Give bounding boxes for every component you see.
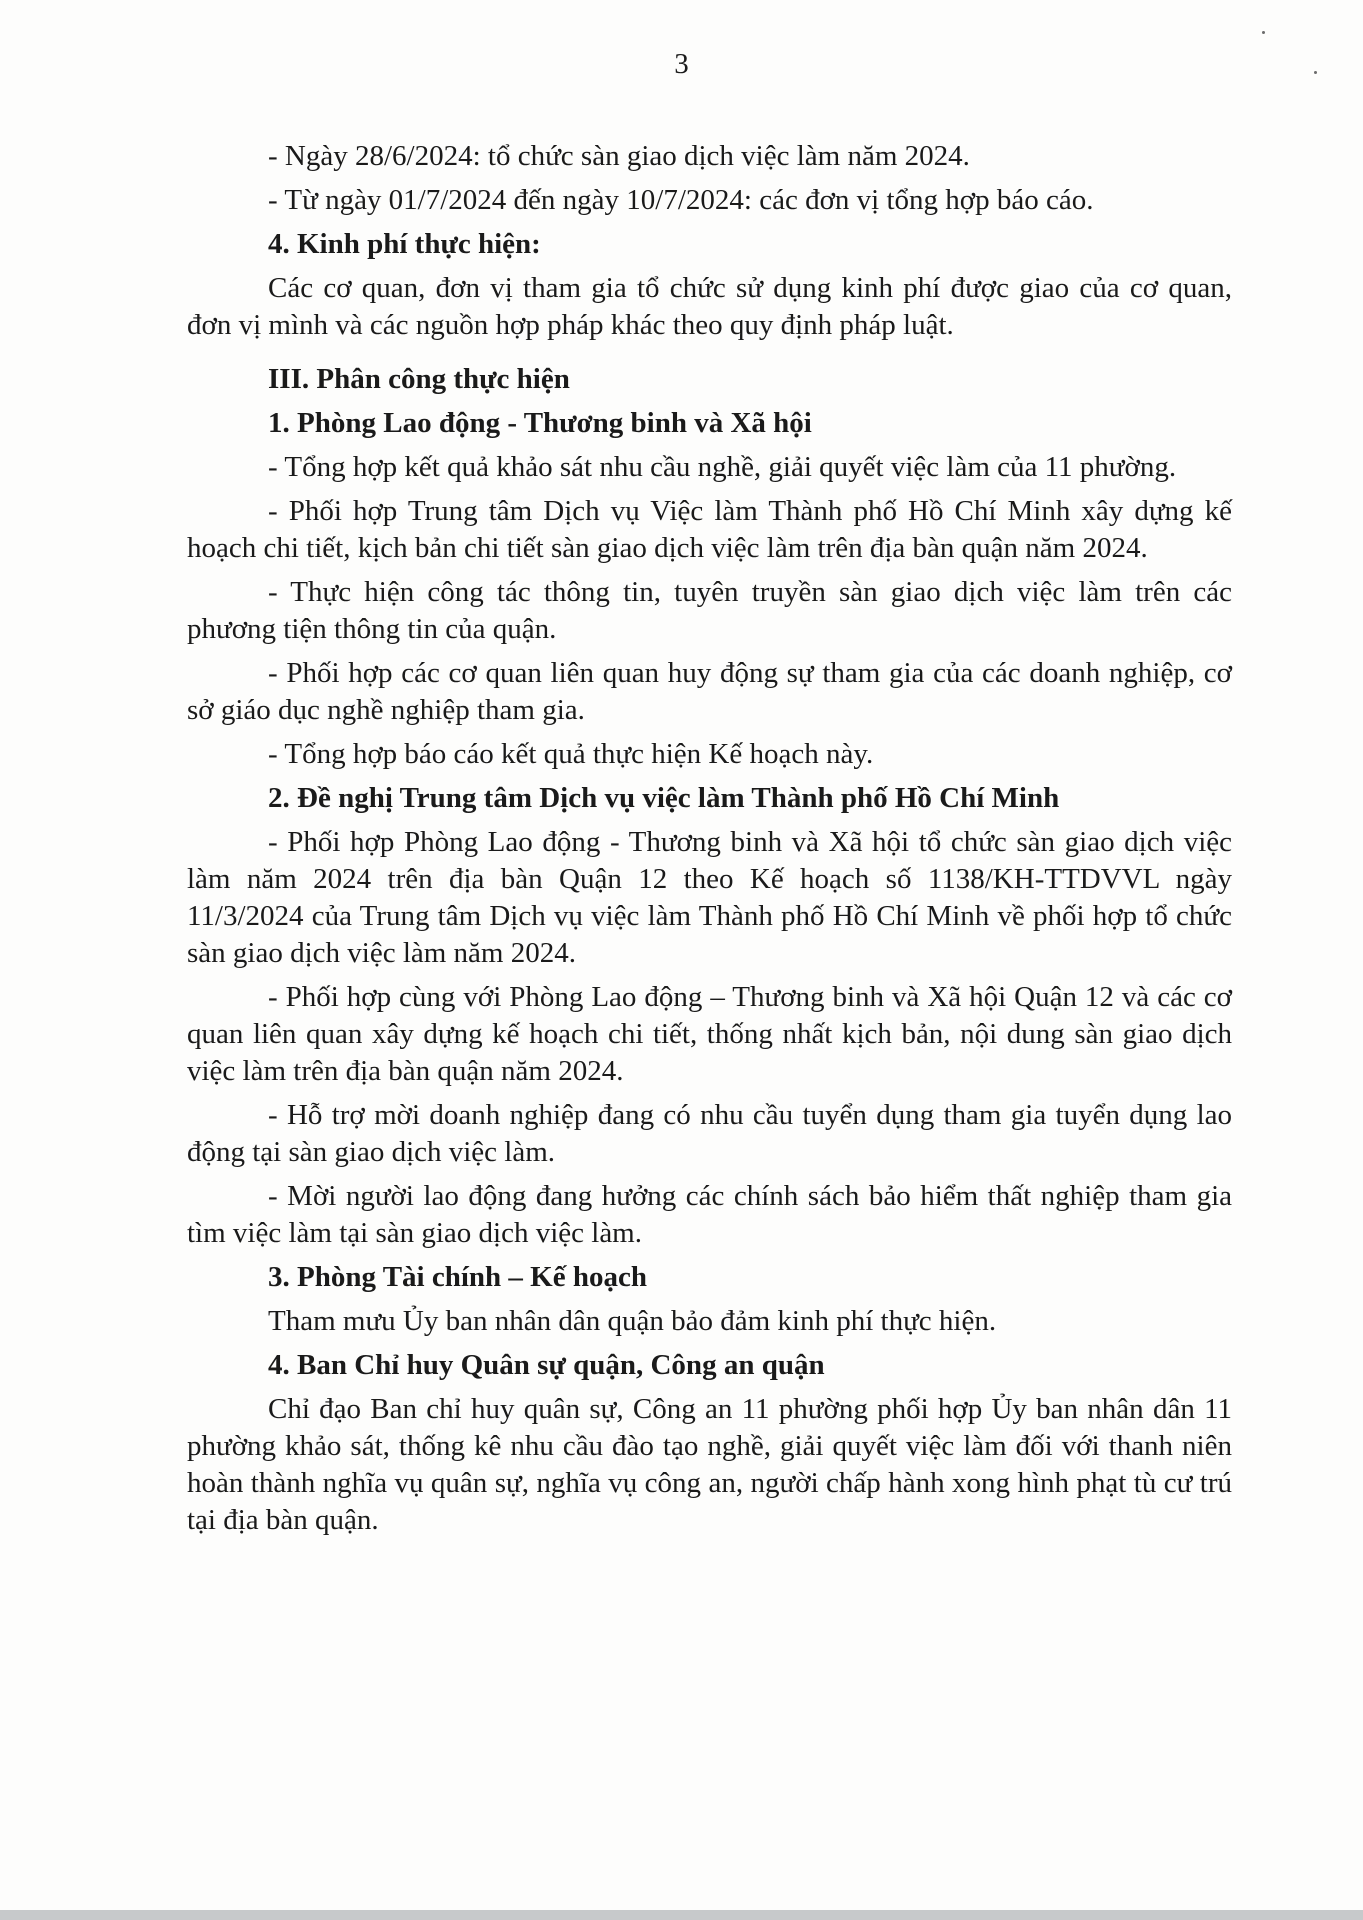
document-body bbox=[187, 138, 1232, 1546]
labour-task-planning: - Phối hợp Trung tâm Dịch vụ Việc làm Thành phố Hồ Chí Minh xây dựng kế hoạch chi tiết, kịch bản chi tiết sàn giao dịch việc làm trên địa bàn quận năm 2024. bbox=[187, 495, 1232, 564]
section-heading-assignment: III. Phân công thực hiện bbox=[268, 363, 570, 395]
center-task-plan: - Phối hợp cùng với Phòng Lao động – Thương binh và Xã hội Quận 12 và các cơ quan liên quan xây dựng kế hoạch chi tiết, thống nhất kịch bản, nội dung sàn giao dịch việc làm trên địa bàn quận năm 2024. bbox=[187, 981, 1232, 1087]
subsection-heading-finance: 3. Phòng Tài chính – Kế hoạch bbox=[268, 1261, 647, 1293]
subsection-heading-military-police: 4. Ban Chỉ huy Quân sự quận, Công an quận bbox=[268, 1349, 825, 1381]
labour-task-mobilize: - Phối hợp các cơ quan liên quan huy động sự tham gia của các doanh nghiệp, cơ sở giáo dục nghề nghiệp tham gia. bbox=[187, 657, 1232, 726]
military-police-task: Chỉ đạo Ban chỉ huy quân sự, Công an 11 phường phối hợp Ủy ban nhân dân 11 phường khảo sát, thống kê nhu cầu đào tạo nghề, giải quyết việc làm đối với thanh niên hoàn thành nghĩa vụ quân sự, nghĩa vụ công an, người chấp hành xong hình phạt tù cư trú tại địa bàn quận. bbox=[187, 1393, 1232, 1536]
schedule-item-job-fair-date: - Ngày 28/6/2024: tổ chức sàn giao dịch việc làm năm 2024. bbox=[268, 140, 970, 172]
schedule-item-report-period: - Từ ngày 01/7/2024 đến ngày 10/7/2024: các đơn vị tổng hợp báo cáo. bbox=[268, 184, 1094, 216]
scan-speck bbox=[1314, 71, 1317, 74]
scan-bottom-edge bbox=[0, 1910, 1363, 1920]
labour-task-report: - Tổng hợp báo cáo kết quả thực hiện Kế hoạch này. bbox=[268, 738, 874, 770]
center-task-invite-workers: - Mời người lao động đang hưởng các chính sách bảo hiểm thất nghiệp tham gia tìm việc làm tại sàn giao dịch việc làm. bbox=[187, 1180, 1232, 1249]
subsection-heading-labour-department: 1. Phòng Lao động - Thương binh và Xã hội bbox=[268, 407, 812, 439]
labour-task-survey: - Tổng hợp kết quả khảo sát nhu cầu nghề, giải quyết việc làm của 11 phường. bbox=[268, 451, 1177, 483]
labour-task-communication: - Thực hiện công tác thông tin, tuyên truyền sàn giao dịch việc làm trên các phương tiện thông tin của quận. bbox=[187, 576, 1232, 645]
section-heading-funding: 4. Kinh phí thực hiện: bbox=[268, 228, 541, 260]
page-number: 3 bbox=[674, 48, 689, 80]
finance-task: Tham mưu Ủy ban nhân dân quận bảo đảm kinh phí thực hiện. bbox=[268, 1305, 997, 1337]
subsection-heading-employment-center: 2. Đề nghị Trung tâm Dịch vụ việc làm Thành phố Hồ Chí Minh bbox=[268, 782, 1060, 814]
funding-paragraph: Các cơ quan, đơn vị tham gia tổ chức sử dụng kinh phí được giao của cơ quan, đơn vị mình và các nguồn hợp pháp khác theo quy định pháp luật. bbox=[187, 272, 1232, 341]
scan-speck bbox=[1262, 31, 1265, 34]
center-task-coordinate: - Phối hợp Phòng Lao động - Thương binh và Xã hội tổ chức sàn giao dịch việc làm năm 2024 trên địa bàn Quận 12 theo Kế hoạch số 1138/KH-TTDVVL ngày 11/3/2024 của Trung tâm Dịch vụ việc làm Thành phố Hồ Chí Minh về phối hợp tổ chức sàn giao dịch việc làm năm 2024. bbox=[187, 826, 1232, 969]
center-task-invite-businesses: - Hỗ trợ mời doanh nghiệp đang có nhu cầu tuyển dụng tham gia tuyển dụng lao động tại sàn giao dịch việc làm. bbox=[187, 1099, 1232, 1168]
